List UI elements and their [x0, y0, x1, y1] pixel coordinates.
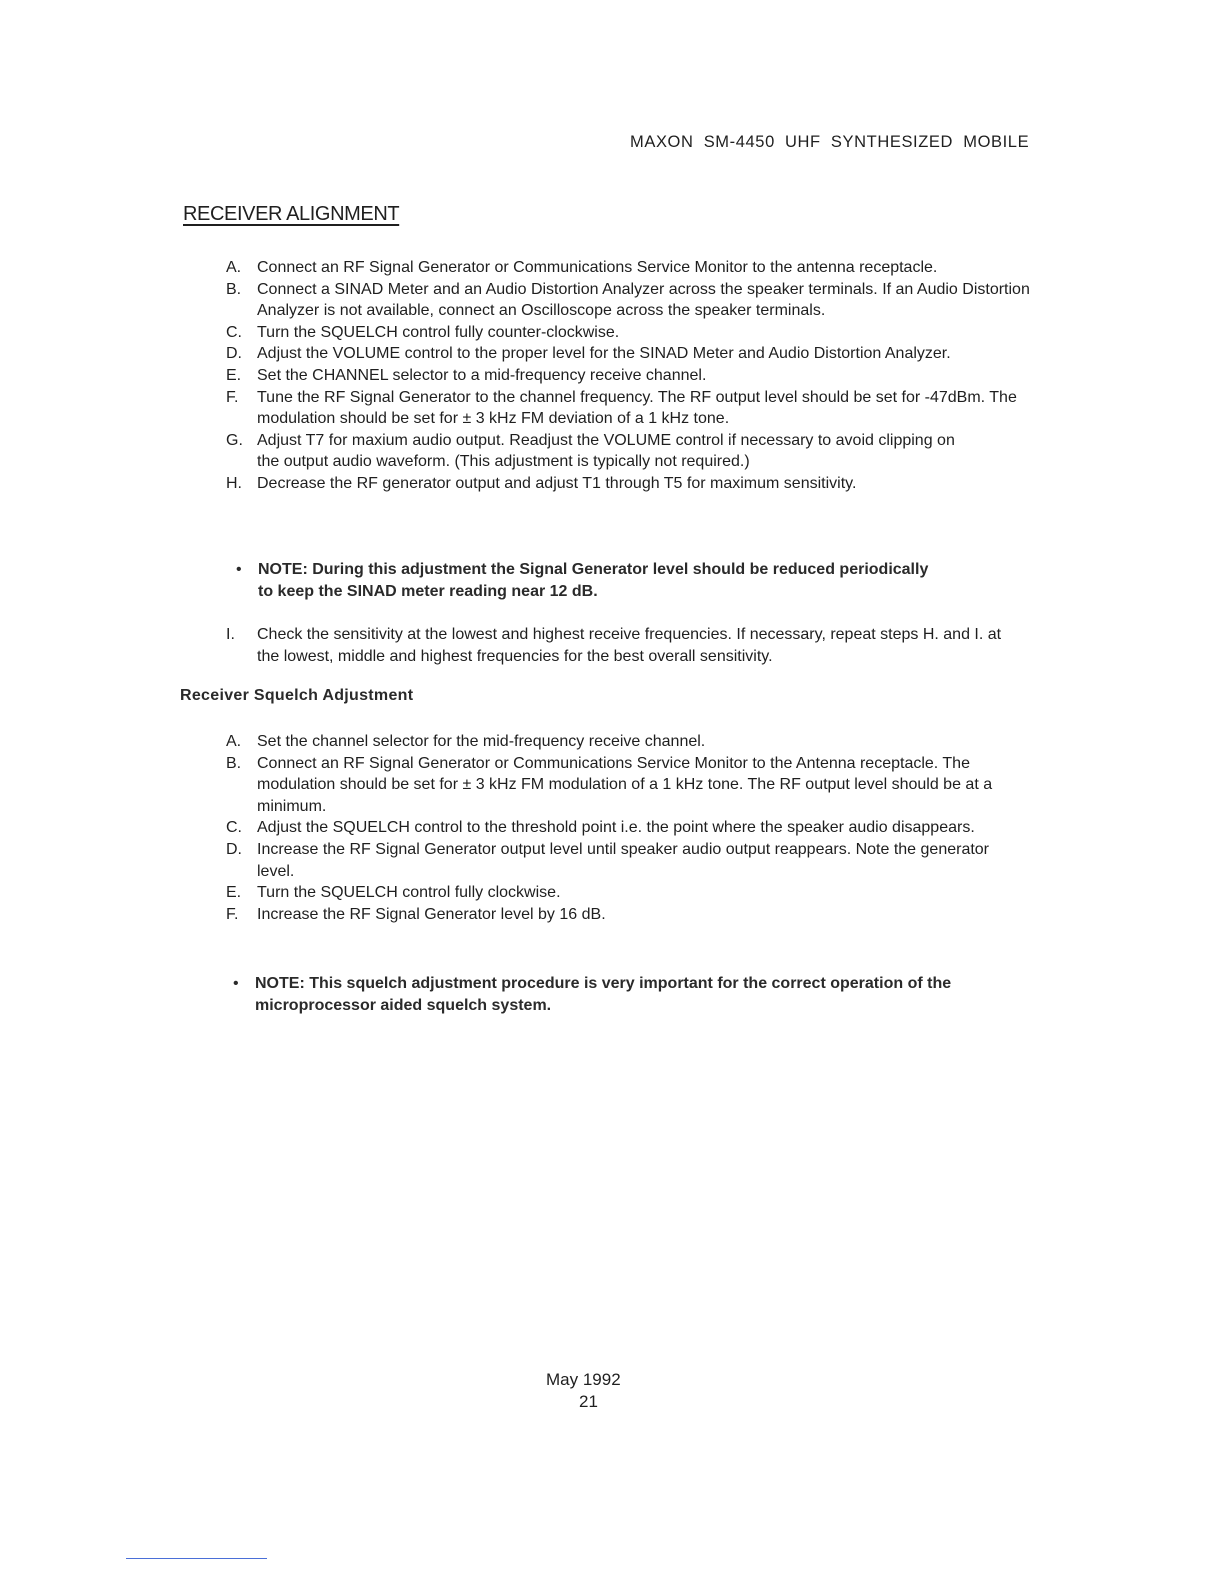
step-letter: B. [226, 754, 242, 772]
footer-date: May 1992 [546, 1370, 621, 1389]
section-title-receiver-alignment: RECEIVER ALIGNMENT [183, 203, 400, 225]
bullet-icon: • [233, 975, 239, 992]
list-item [226, 817, 1036, 839]
note-squelch-importance [227, 973, 1025, 1016]
step-text: Decrease the RF generator output and adjust T1 through T5 for maximum sensitivity. [257, 474, 857, 492]
alignment-step-i [226, 624, 1036, 667]
step-letter: E. [226, 884, 242, 902]
step-text: Increase the RF Signal Generator output level until speaker audio output reappears. Note the generator level. [257, 840, 990, 880]
step-text: Turn the SQUELCH control fully clockwise. [257, 884, 561, 902]
step-letter: B. [226, 280, 242, 298]
step-text: Turn the SQUELCH control fully counter-clockwise. [257, 323, 620, 341]
step-letter: F. [226, 905, 239, 923]
page-number: 21 [579, 1392, 598, 1411]
list-item [226, 882, 1036, 904]
step-letter: A. [226, 733, 242, 750]
list-item [226, 731, 1036, 753]
list-item [226, 904, 1036, 926]
step-letter: D. [226, 840, 242, 858]
squelch-steps-list [226, 731, 1036, 925]
step-letter: A. [226, 259, 242, 276]
step-letter: D. [226, 345, 242, 363]
note-text: NOTE: During this adjustment the Signal Generator level should be reduced periodically to keep the SINAD meter reading near 12 dB. [258, 561, 929, 600]
list-item [226, 430, 1036, 473]
step-letter: G. [226, 431, 243, 449]
step-letter: F. [226, 388, 239, 406]
note-text: NOTE: This squelch adjustment procedure is very important for the correct operation of the microprocessor aided squelch system. [255, 975, 952, 1014]
subheading-receiver-squelch: Receiver Squelch Adjustment [180, 687, 414, 704]
step-letter: E. [226, 366, 242, 384]
step-text: Connect an RF Signal Generator or Communications Service Monitor to the antenna receptacle. [257, 259, 938, 276]
step-text: Adjust the SQUELCH control to the threshold point i.e. the point where the speaker audio disappears. [257, 819, 975, 837]
step-text: Connect an RF Signal Generator or Communications Service Monitor to the Antenna receptacle. The modulation should be set for ± 3 kHz FM modulation of a 1 kHz tone. The RF output level should be at a minimum. [257, 754, 993, 815]
step-text: Adjust the VOLUME control to the proper level for the SINAD Meter and Audio Distortion Analyzer. [257, 345, 951, 363]
list-item [226, 279, 1036, 322]
step-text: Set the channel selector for the mid-frequency receive channel. [257, 733, 706, 750]
step-text: Tune the RF Signal Generator to the channel frequency. The RF output level should be set for -47dBm. The modulation should be set for ± 3 kHz FM deviation of a 1 kHz tone. [257, 388, 1017, 428]
list-item [226, 839, 1036, 882]
step-text: Adjust T7 for maxium audio output. Readjust the VOLUME control if necessary to avoid clipping on the output audio waveform. (This adjustment is typically not required.) [257, 431, 955, 471]
alignment-steps-list [226, 257, 1036, 495]
note-signal-generator [230, 559, 938, 602]
list-item [226, 343, 1036, 365]
step-letter: H. [226, 474, 242, 492]
list-item [226, 322, 1036, 344]
list-item [226, 624, 1036, 667]
bullet-icon: • [236, 561, 242, 578]
step-text: Connect a SINAD Meter and an Audio Distortion Analyzer across the speaker terminals. If an Audio Distortion Analyzer is not available, connect an Oscilloscope across the speaker terminals. [257, 280, 1030, 320]
step-text: Increase the RF Signal Generator level by 16 dB. [257, 905, 606, 923]
step-letter: C. [226, 819, 242, 837]
bottom-divider [126, 1558, 267, 1559]
list-item [226, 387, 1036, 430]
step-text: Check the sensitivity at the lowest and highest receive frequencies. If necessary, repeat steps H. and I. at the lowest, middle and highest frequencies for the best overall sensitivity. [257, 626, 1002, 665]
step-letter: C. [226, 323, 242, 341]
step-text: Set the CHANNEL selector to a mid-frequency receive channel. [257, 366, 707, 384]
list-item [226, 473, 1036, 495]
list-item [226, 365, 1036, 387]
list-item [226, 257, 1036, 279]
step-letter: I. [226, 626, 235, 643]
list-item [226, 753, 1036, 818]
page-header: MAXON SM-4450 UHF SYNTHESIZED MOBILE [630, 133, 1030, 151]
